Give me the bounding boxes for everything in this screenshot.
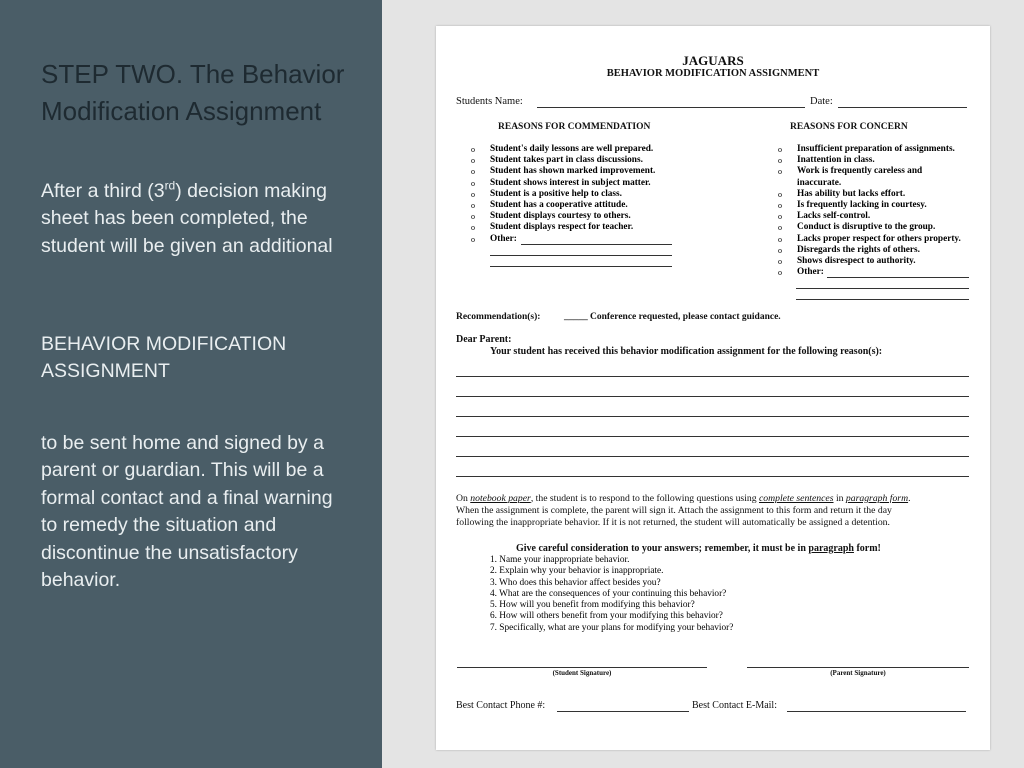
question-item: 5. How will you benefit from modifying this behavior? <box>490 600 695 611</box>
question-item: 3. Who does this behavior affect besides you? <box>490 577 661 588</box>
instructions-text: in <box>833 493 846 504</box>
list-item-label: Student displays courtesy to others. <box>490 211 631 222</box>
bullet-icon: o <box>471 189 475 199</box>
instructions-text: . <box>908 493 911 504</box>
list-item-label: Shows disrespect to authority. <box>797 256 916 267</box>
instructions-line-2: When the assignment is complete, the parent will sign it. Attach the assignment to this form and return it the day <box>456 505 892 516</box>
dear-parent-label: Dear Parent: <box>456 334 512 345</box>
closing-paragraph: to be sent home and signed by a parent or guardian. This will be a formal contact and a final warning to remedy the situation and discontinue the unsatisfactory behavior. <box>41 432 333 592</box>
list-item[interactable] <box>778 222 961 233</box>
consideration-text: form! <box>853 543 881 554</box>
concern-other-field[interactable] <box>827 277 969 278</box>
instructions-line-1 <box>456 493 911 504</box>
form-school-name: JAGUARS <box>682 53 744 68</box>
bullet-icon: o <box>778 223 782 233</box>
commendation-list <box>471 144 655 245</box>
parent-signature-label: (Parent Signature) <box>830 669 886 677</box>
concern-other-line[interactable] <box>796 288 969 289</box>
bullet-icon: o <box>778 145 782 154</box>
question-item: 2. Explain why your behavior is inappropriate. <box>490 566 664 577</box>
list-item[interactable] <box>471 178 655 189</box>
intro-text-start: After a third (3 <box>41 180 165 202</box>
list-item[interactable] <box>778 155 961 166</box>
list-item[interactable] <box>471 222 655 233</box>
list-item-label: Student is a positive help to class. <box>490 188 622 199</box>
phone-label: Best Contact Phone #: <box>456 700 546 711</box>
consideration-emphasis: paragraph <box>808 543 854 554</box>
list-item[interactable] <box>471 189 655 200</box>
student-signature-line[interactable] <box>457 667 707 668</box>
list-item-continuation <box>778 178 961 189</box>
list-item-label: Student has shown marked improvement. <box>490 166 656 177</box>
list-item[interactable] <box>778 256 961 267</box>
email-label: Best Contact E-Mail: <box>692 700 777 711</box>
reason-line[interactable] <box>456 396 969 397</box>
parent-message: Your student has received this behavior modification assignment for the following reason(s): <box>490 346 883 357</box>
list-item[interactable] <box>471 144 655 155</box>
bullet-icon: o <box>471 201 475 211</box>
list-item-label: Student displays respect for teacher. <box>490 222 634 233</box>
reason-line[interactable] <box>456 456 969 457</box>
recommendation-label: Recommendation(s): <box>456 312 541 322</box>
bullet-icon: o <box>778 245 782 255</box>
list-item-label: Lacks self-control. <box>797 211 871 222</box>
bullet-icon: o <box>778 189 782 199</box>
reason-line[interactable] <box>456 476 969 477</box>
list-item-label: Disregards the rights of others. <box>797 244 920 255</box>
list-item-label: Is frequently lacking in courtesy. <box>797 200 927 211</box>
instructions-text: , the student is to respond to the following questions using <box>530 493 759 504</box>
recommendation-blank[interactable]: _____ <box>564 312 588 322</box>
list-item-label: inaccurate. <box>797 177 842 188</box>
intro-paragraph <box>41 178 346 260</box>
commendation-other-line[interactable] <box>490 266 672 267</box>
bullet-icon: o <box>778 234 782 244</box>
student-signature-label: (Student Signature) <box>552 669 612 677</box>
list-item[interactable] <box>471 211 655 222</box>
list-item-label: Conduct is disruptive to the group. <box>797 222 936 233</box>
bullet-icon: o <box>778 212 782 222</box>
date-label: Date: <box>810 96 833 107</box>
consideration-heading <box>516 543 881 554</box>
list-item[interactable] <box>778 245 961 256</box>
list-item-label: Other: <box>490 233 517 244</box>
instructions-text: On <box>456 493 471 504</box>
list-item[interactable] <box>778 234 961 245</box>
form-title: BEHAVIOR MODIFICATION ASSIGNMENT <box>606 68 820 79</box>
list-item-label: Student's daily lessons are well prepared. <box>490 144 654 154</box>
bullet-icon: o <box>778 201 782 211</box>
list-item[interactable] <box>778 144 961 155</box>
intro-text-end: ) decision making sheet has been completed, the student will be given an additional <box>41 180 333 257</box>
bullet-icon: o <box>471 145 475 154</box>
list-item[interactable] <box>471 200 655 211</box>
list-item-label: Insufficient preparation of assignments. <box>797 144 955 154</box>
consideration-text: Give careful consideration to your answers; remember, it must be in <box>516 543 809 554</box>
phone-field[interactable] <box>557 711 689 712</box>
list-item[interactable] <box>471 155 655 166</box>
list-item-label: Other: <box>797 267 824 278</box>
date-field[interactable] <box>838 107 967 108</box>
recommendation-text: Conference requested, please contact guidance. <box>590 312 781 322</box>
left-panel <box>0 0 382 768</box>
bullet-icon: o <box>471 167 475 177</box>
parent-signature-line[interactable] <box>747 667 969 668</box>
questions-list <box>490 555 733 634</box>
bullet-icon: o <box>471 178 475 188</box>
list-item[interactable] <box>778 189 961 200</box>
question-item: 4. What are the consequences of your continuing this behavior? <box>490 588 727 599</box>
list-item-label: Work is frequently careless and <box>797 166 923 177</box>
intro-superscript: rd <box>164 178 176 193</box>
concern-heading: REASONS FOR CONCERN <box>790 122 908 132</box>
commendation-other-line[interactable] <box>490 255 672 256</box>
list-item-label: Lacks proper respect for others property. <box>797 233 961 244</box>
list-item[interactable] <box>778 200 961 211</box>
list-item-label: Inattention in class. <box>797 155 875 166</box>
commendation-heading: REASONS FOR COMMENDATION <box>498 122 651 132</box>
reason-line[interactable] <box>456 416 969 417</box>
bullet-icon: o <box>471 234 475 244</box>
bullet-icon: o <box>471 223 475 233</box>
reason-line[interactable] <box>456 436 969 437</box>
list-item[interactable] <box>471 166 655 177</box>
commendation-other-field[interactable] <box>521 244 672 245</box>
list-item-label: Student takes part in class discussions. <box>490 155 643 166</box>
instructions-emphasis: notebook paper <box>470 493 531 504</box>
bullet-icon: o <box>471 212 475 222</box>
students-name-field[interactable] <box>537 107 805 108</box>
form-document <box>436 26 990 750</box>
list-item[interactable] <box>778 166 961 177</box>
slide-title: STEP TWO. The Behavior Modification Assignment <box>41 59 345 126</box>
bullet-icon: o <box>778 156 782 166</box>
students-name-label: Students Name: <box>456 96 523 107</box>
assignment-caps-text: BEHAVIOR MODIFICATION ASSIGNMENT <box>41 333 287 383</box>
bullet-icon: o <box>471 156 475 166</box>
question-item: 6. How will others benefit from your modifying this behavior? <box>490 611 723 622</box>
bullet-icon: o <box>778 257 782 267</box>
bullet-icon: o <box>778 268 782 278</box>
instructions-emphasis: complete sentences <box>759 493 834 504</box>
instructions-line-3: following the inappropriate behavior. If it is not returned, the student will automatically be assigned a detention. <box>456 517 890 528</box>
list-item-label: Student shows interest in subject matter. <box>490 177 651 188</box>
question-item: 1. Name your inappropriate behavior. <box>490 555 630 565</box>
email-field[interactable] <box>787 711 966 712</box>
list-item-label: Student has a cooperative attitude. <box>490 200 628 211</box>
question-item: 7. Specifically, what are your plans for modifying your behavior? <box>490 622 734 633</box>
concern-other-line[interactable] <box>796 299 969 300</box>
bullet-icon: o <box>778 167 782 177</box>
list-item[interactable] <box>778 211 961 222</box>
instructions-emphasis: paragraph form <box>845 493 909 504</box>
concern-list <box>778 144 961 278</box>
reason-line[interactable] <box>456 376 969 377</box>
list-item-label: Has ability but lacks effort. <box>797 188 906 199</box>
